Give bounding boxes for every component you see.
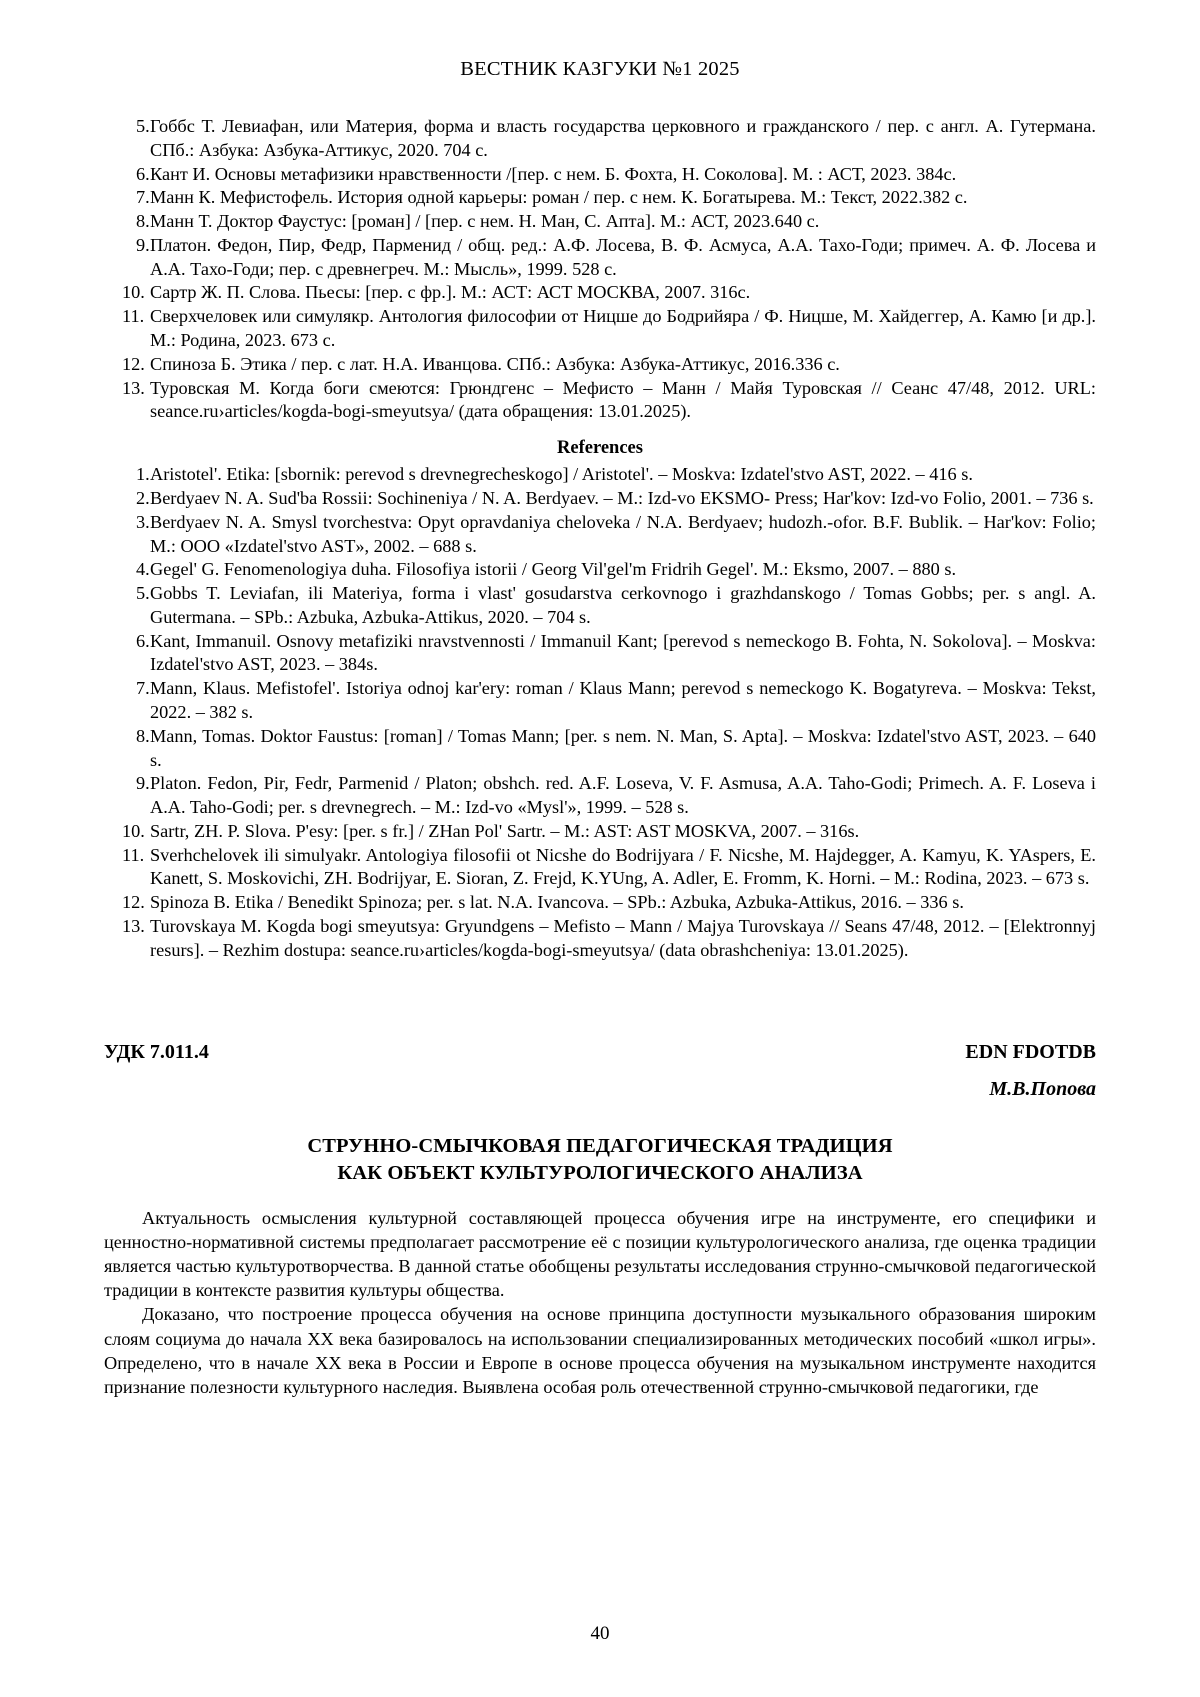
list-item [104,115,1096,163]
list-item [104,582,1096,630]
page-title [104,1133,1096,1188]
article-meta-row [104,1041,1096,1064]
references-english-list [104,463,1096,962]
list-item [104,163,1096,187]
list-item-number: 12. [122,892,145,913]
list-item-text: Kant, Immanuil. Osnovy metafiziki nravstvennosti / Immanuil Kant; [perevod s nemeckogo B. Fohta, N. Sokolova]. – Moskva: Izdatel'stvo AST, 2023. – 384s. [150,630,1096,675]
list-item-number: 11. [122,844,145,865]
list-item-text: Mann, Tomas. Doktor Faustus: [roman] / Tomas Mann; [per. s nem. N. Man, S. Apta]. – Moskva: Izdatel'stvo AST, 2023. – 640 s. [150,725,1096,770]
list-item-number: 4. [136,559,150,580]
list-item [104,558,1096,582]
list-item [104,487,1096,511]
list-item-text: Кант И. Основы метафизики нравственности /[пер. с нем. Б. Фохта, Н. Соколова]. М. : АСТ, 2023. 384с. [150,163,957,184]
list-item-number: 6. [136,630,150,651]
list-item-text: Gobbs T. Leviafan, ili Materiya, forma i vlast' gosudarstva cerkovnogo i grazhdanskogo / Tomas Gobbs; per. s angl. A. Gutermana. – SPb.: Azbuka, Azbuka-Attikus, 2020. – 704 s. [150,583,1096,627]
list-item-text: Berdyaev N. A. Smysl tvorchestva: Opyt opravdaniya cheloveka / N.A. Berdyaev; hudozh.-ofor. B.F. Bublik. – Har'kov: Folio; M.: OOO «Izdatel'stvo AST», 2002. – 688 s. [150,511,1096,556]
list-item-text: Berdyaev N. A. Sud'ba Rossii: Sochineniya / N. A. Berdyaev. – M.: Izd-vo EKSMO- Press; Har'kov: Izd-vo Folio, 2001. – 736 s. [150,487,1094,508]
list-item-text: Гоббс Т. Левиафан, или Материя, форма и власть государства церковного и гражданского / пер. с англ. А. Гутермана. СПб.: Азбука: Азбука-Аттикус, 2020. 704 с. [150,116,1096,160]
list-item [104,844,1096,892]
list-item-number: 10. [122,282,145,303]
list-item-text: Сартр Ж. П. Слова. Пьесы: [пер. с фр.]. М.: АСТ: АСТ МОСКВА, 2007. 316с. [150,282,751,303]
list-item-text: Туровская М. Когда боги смеются: Грюндгенс – Мефисто – Манн / Майя Туровская // Сеанс 47/48, 2012. URL: seance.ru›articles/kogda-bogi-smeyutsya/ (дата обращения: 13.01.2025). [150,377,1096,422]
list-item-text: Mann, Klaus. Mefistofel'. Istoriya odnoj kar'ery: roman / Klaus Mann; perevod s nemeckogo K. Bogatyreva. – Moskva: Tekst, 2022. – 382 s. [150,678,1096,722]
udk-code: УДК 7.011.4 [104,1040,209,1063]
list-item-number: 9. [136,234,150,255]
article-title-line-1: СТРУННО-СМЫЧКОВАЯ ПЕДАГОГИЧЕСКАЯ ТРАДИЦИЯ [307,1134,893,1157]
list-item-number: 13. [122,377,145,398]
list-item [104,891,1096,915]
list-item-number: 12. [122,353,145,374]
article-title-line-2: КАК ОБЪЕКТ КУЛЬТУРОЛОГИЧЕСКОГО АНАЛИЗА [337,1162,863,1185]
list-item [104,511,1096,559]
list-item [104,915,1096,963]
list-item [104,210,1096,234]
list-item [104,772,1096,820]
list-item-number: 2. [136,487,150,508]
list-item-number: 6. [136,163,150,184]
list-item-number: 8. [136,725,150,746]
list-item-text: Gegel' G. Fenomenologiya duha. Filosofiya istorii / Georg Vil'gel'm Fridrih Gegel'. M.: Eksmo, 2007. – 880 s. [150,559,957,580]
list-item-number: 9. [136,773,150,794]
list-item-text: Turovskaya M. Kogda bogi smeyutsya: Gryundgens – Mefisto – Mann / Majya Turovskaya // Seans 47/48, 2012. – [Elektronnyj resurs]. – Rezhim dostupa: seance.ru›articles/kogda-bogi-smeyutsya/ (data obrashcheniya: 13.01.2025). [150,916,1096,960]
list-item [104,377,1096,425]
list-item-number: 1. [136,464,150,485]
references-russian-list [104,115,1096,424]
list-item [104,677,1096,725]
list-item-text: Манн К. Мефистофель. История одной карьеры: роман / пер. с нем. К. Богатырева. М.: Текст, 2022.382 с. [150,187,968,208]
article-author: М.В.Попова [989,1077,1096,1100]
list-item [104,725,1096,773]
abstract-paragraph-2: Доказано, что построение процесса обучения на основе принципа доступности музыкального образования широким слоям социума до начала XX века базировалось на использовании специализированных методических пособий «школ игры». Определено, что в начале XX века в России и Европе в основе процесса обучения на музыкальном инструменте находится признание полезности культурного наследия. Выявлена особая роль отечественной струнно-смычковой педагогики, где [104,1304,1096,1397]
edn-code: EDN FDOTDB [965,1040,1096,1063]
list-item [104,820,1096,844]
list-item-text: Sartr, ZH. P. Slova. P'esy: [per. s fr.] / ZHan Pol' Sartr. – M.: AST: AST MOSKVA, 2007. – 316s. [150,820,860,841]
list-item-number: 7. [136,678,150,699]
list-item-text: Сверхчеловек или симулякр. Антология философии от Ницше до Бодрийяра / Ф. Ницше, М. Хайдеггер, А. Камю [и др.]. М.: Родина, 2023. 673 с. [150,306,1096,351]
references-heading: References [557,438,643,459]
list-item [104,234,1096,282]
page-number: 40 [590,1623,610,1644]
list-item-number: 13. [122,916,145,936]
list-item-text: Манн Т. Доктор Фаустус: [роман] / [пер. с нем. Н. Ман, С. Апта]. М.: АСТ, 2023.640 с. [150,211,820,232]
list-item-text: Платон. Федон, Пир, Федр, Парменид / общ. ред.: А.Ф. Лосева, В. Ф. Асмуса, А.А. Тахо-Годи; примеч. А. Ф. Лосева и А.А. Тахо-Годи; пер. с древнегреч. М.: Мысль», 1999. 528 с. [150,234,1096,279]
list-item [104,281,1096,305]
list-item-number: 10. [122,820,145,841]
list-item [104,353,1096,377]
list-item-number: 8. [136,211,150,232]
list-item-text: Sverhchelovek ili simulyakr. Antologiya filosofii ot Nicshe do Bodrijyara / F. Nicshe, M. Hajdegger, A. Kamyu, K. YAspers, E. Kanett, S. Moskovichi, ZH. Bodrijyar, E. Sioran, Z. Frejd, K.YUng, A. Adler, E. Fromm, K. Horni. – M.: Rodina, 2023. – 673 s. [150,844,1096,889]
list-item-number: 5. [136,116,150,136]
list-item-number: 11. [122,306,145,327]
list-item-text: Спиноза Б. Этика / пер. с лат. Н.А. Иванцова. СПб.: Азбука: Азбука-Аттикус, 2016.336 с. [150,353,840,374]
article-abstract [104,1206,1096,1399]
abstract-paragraph-1: Актуальность осмысления культурной составляющей процесса обучения игре на инструменте, его специфики и ценностно-нормативной системы предполагает рассмотрение её с позиции культурологического анализа, где оценка традиции является частью культуротворчества. В данной статье обобщены результаты исследования струнно-смычковой педагогической традиции в контексте развития культуры общества. [104,1207,1096,1301]
list-item-number: 3. [136,511,150,532]
running-head: ВЕСТНИК КАЗГУКИ №1 2025 [460,58,740,80]
list-item-number: 5. [136,583,150,604]
list-item-text: Aristotel'. Etika: [sbornik: perevod s drevnegrecheskogo] / Aristotel'. – Moskva: Izdatel'stvo AST, 2022. – 416 s. [150,464,973,485]
list-item-text: Spinoza B. Etika / Benedikt Spinoza; per. s lat. N.A. Ivancova. – SPb.: Azbuka, Azbuka-Attikus, 2016. – 336 s. [150,892,964,913]
list-item [104,630,1096,678]
list-item-number: 7. [136,187,150,208]
list-item [104,186,1096,210]
list-item [104,463,1096,487]
list-item [104,305,1096,353]
list-item-text: Platon. Fedon, Pir, Fedr, Parmenid / Platon; obshch. red. A.F. Loseva, V. F. Asmusa, A.A. Taho-Godi; Primech. A. F. Loseva i A.A. Taho-Godi; per. s drevnegrech. – M.: Izd-vo «Mysl'», 1999. – 528 s. [150,773,1096,818]
